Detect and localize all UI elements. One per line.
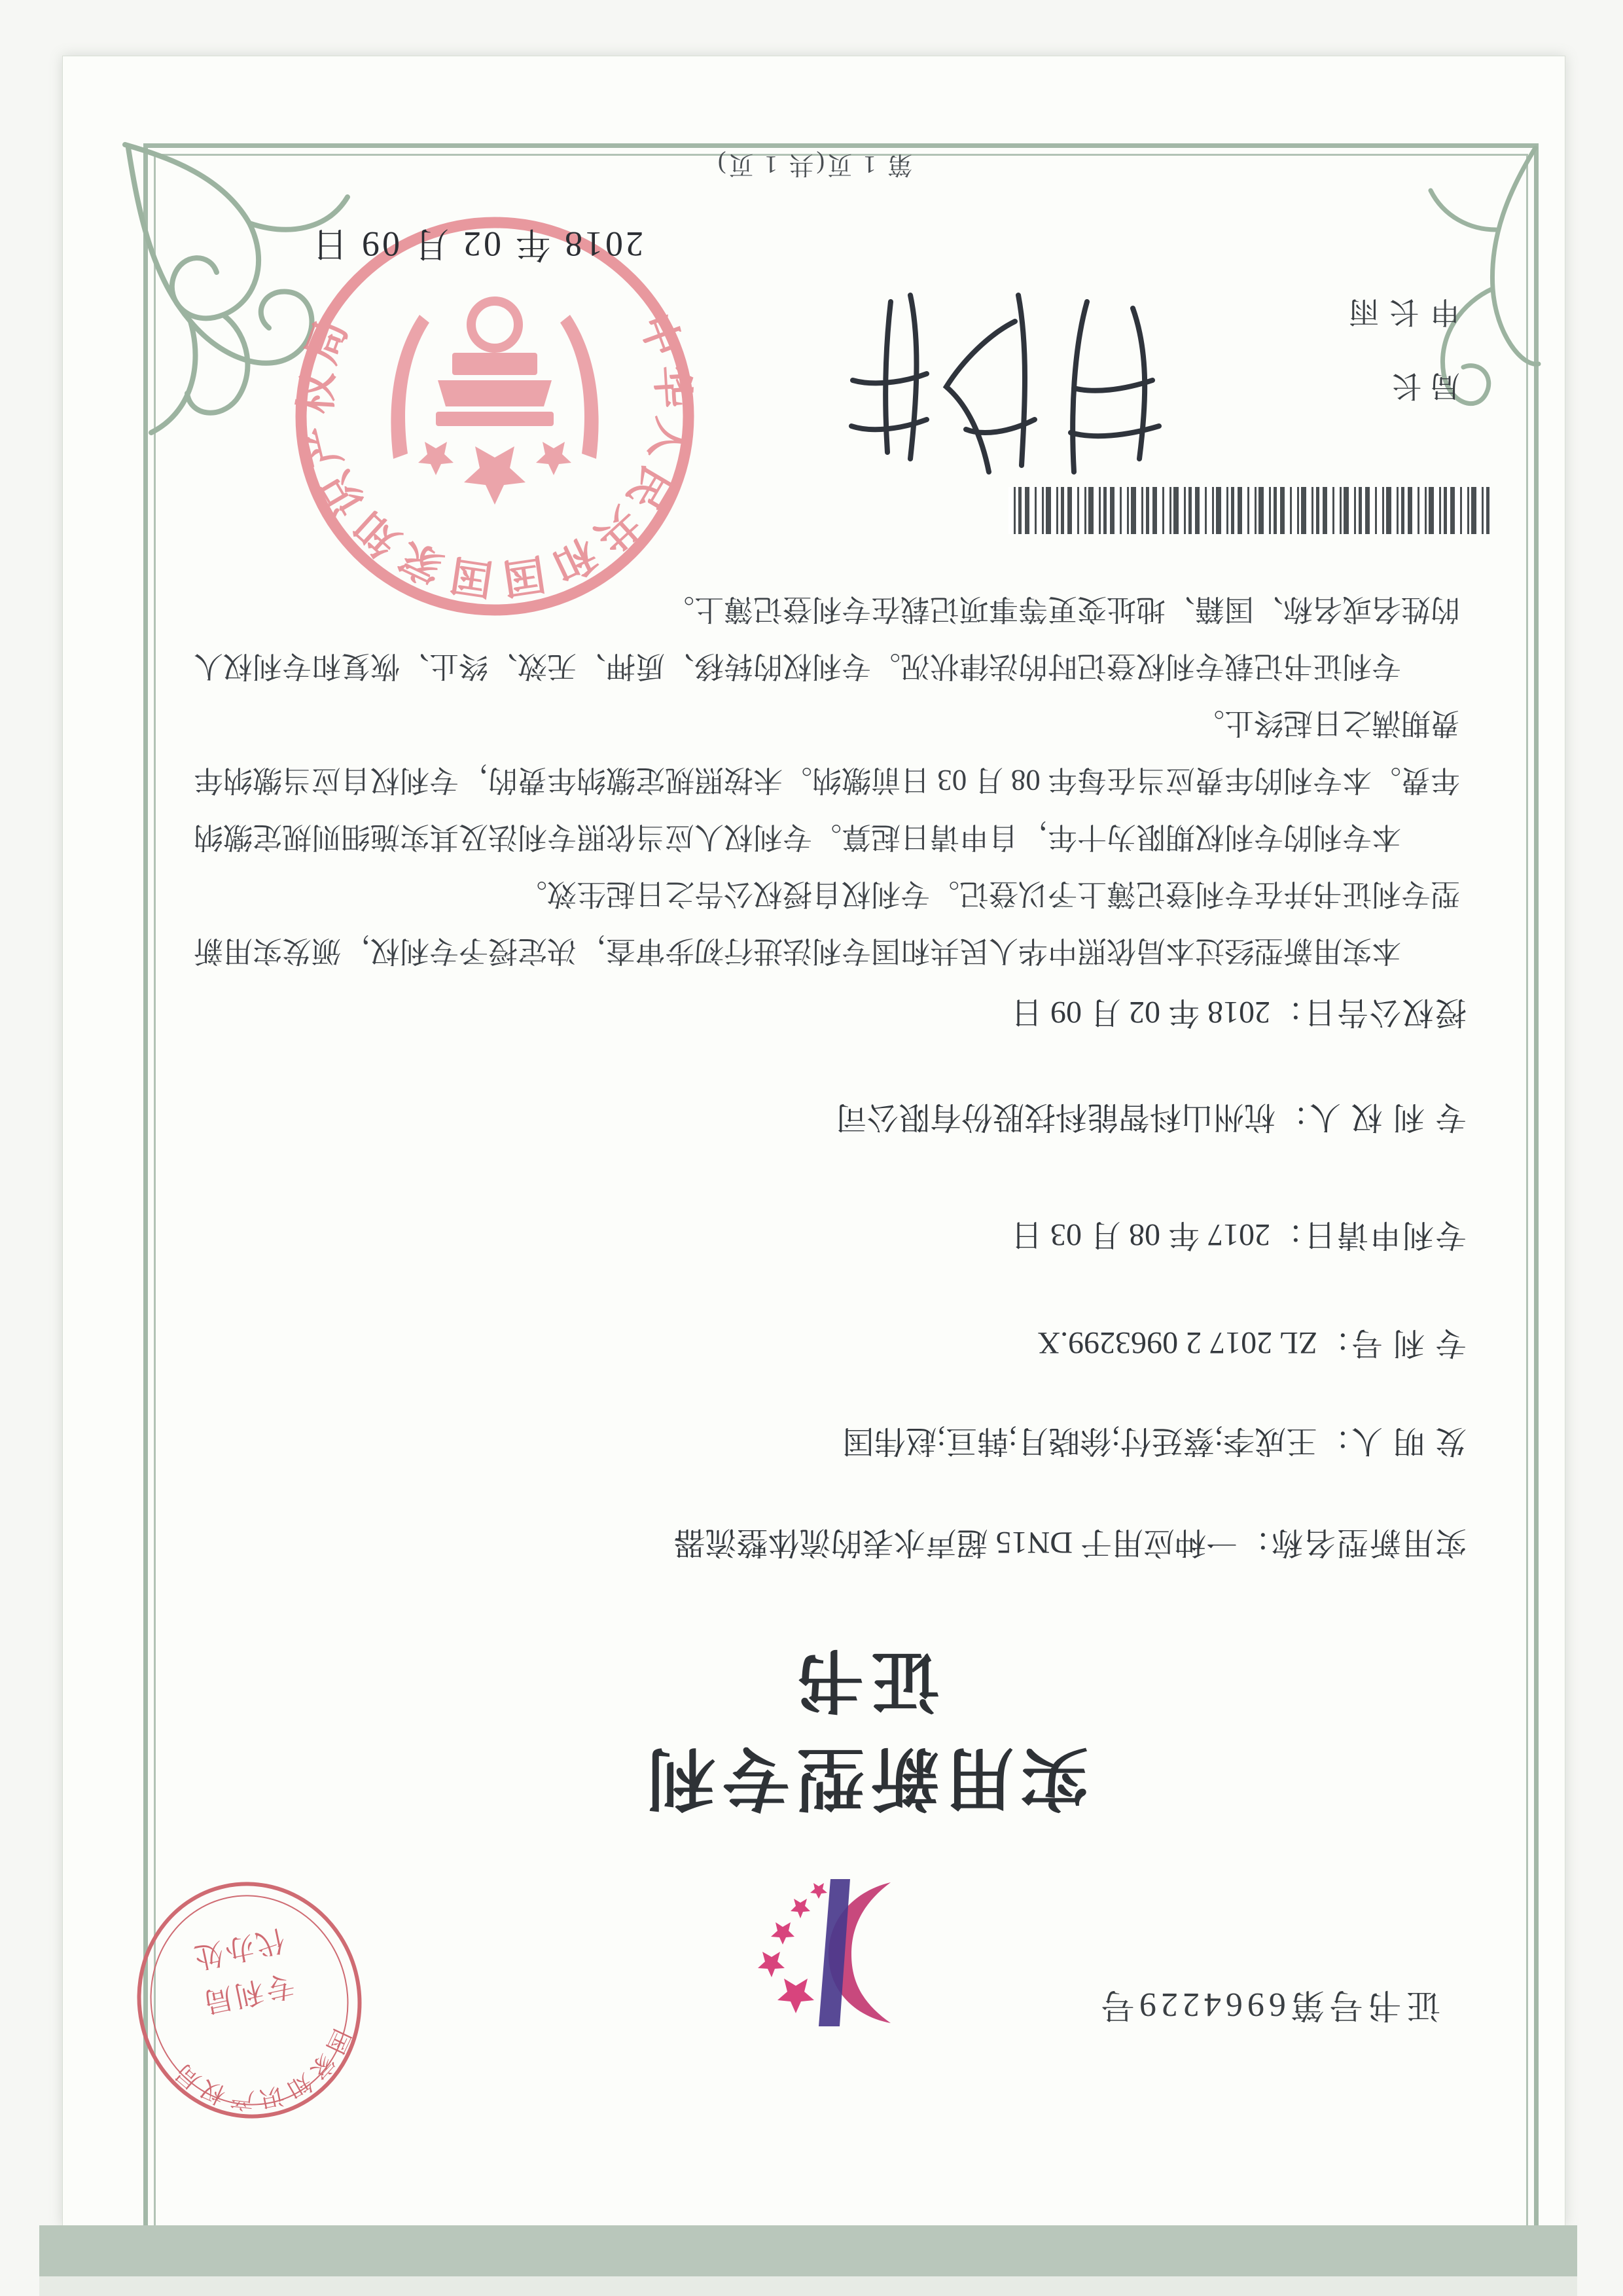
scan-edge-band-light — [39, 2276, 1577, 2296]
legal-paragraph: 本实用新型经过本局依照中华人民共和国专利法进行初步审查，决定授予专利权，颁发实用新型专利证书并在专利登记簿上予以登记。专利权自授权公告之日起生效。 — [193, 878, 1460, 967]
field-label: 发 明 人： — [1317, 1424, 1467, 1458]
legal-text-block — [194, 581, 1460, 979]
field-grant-publication-date — [125, 993, 1467, 1038]
round-seal-text: 中华人民共和国国家知识产权局 — [293, 308, 697, 603]
page-footer: 第 1 页(共 1 页) — [715, 151, 913, 178]
certificate-title: 实用新型专利证书 — [641, 1641, 1089, 1815]
director-title: 局长 — [1384, 369, 1460, 403]
field-value: ZL 2017 2 0963299.X — [1037, 1325, 1317, 1360]
certificate-rotated-content — [63, 56, 1565, 2226]
field-value: 2018 年 02 月 09 日 — [1010, 995, 1270, 1030]
field-utility-model-name — [125, 1523, 1467, 1568]
field-value: 王成李;蔡廷付;徐晓月;韩亘;赵伟国 — [842, 1424, 1317, 1458]
field-patent-number — [125, 1323, 1467, 1369]
director-name: 申长雨 — [1338, 295, 1460, 329]
field-value: 一种应用于 DN15 超声水表的流体整流器 — [673, 1525, 1238, 1560]
scan-edge-band — [39, 2225, 1577, 2276]
certificate-number: 证书号第6964229号 — [1096, 1986, 1440, 2023]
director-signature-icon — [832, 282, 1185, 498]
legal-paragraph: 专利证书记载专利权登记时的法律状况。专利权的转移、质押、无效、终止、恢复和专利权人的姓名或名称、国籍、地址变更等事项记载在专利登记簿上。 — [193, 593, 1460, 683]
field-label: 授权公告日： — [1270, 995, 1467, 1030]
branch-office-oval-seal — [108, 1854, 390, 2147]
oval-seal-arc-text: 国家知识产权局 — [167, 2025, 355, 2114]
national-emblem-icon — [391, 301, 598, 505]
field-label: 专利申请日： — [1270, 1217, 1467, 1252]
oval-seal-line1: 专利局 — [198, 1967, 298, 2019]
issue-date-stamp: 2018 年 02 月 09 日 — [310, 224, 643, 264]
field-value: 2017 年 08 月 03 日 — [1010, 1217, 1270, 1252]
field-patentee — [125, 1098, 1467, 1143]
field-value: 杭州山科智能科技股份有限公司 — [835, 1100, 1275, 1134]
field-application-date — [125, 1215, 1467, 1261]
field-inventors — [125, 1422, 1467, 1467]
field-label: 专 利 号： — [1317, 1325, 1467, 1360]
patent-office-logo-icon — [747, 1876, 917, 2030]
field-label: 实用新型名称： — [1237, 1525, 1467, 1560]
field-label: 专 利 权 人： — [1275, 1100, 1467, 1134]
oval-seal-line2: 代办处 — [188, 1923, 288, 1975]
certificate-sheet — [62, 56, 1565, 2227]
legal-paragraph: 本专利的专利权期限为十年，自申请日起算。专利权人应当依照专利法及其实施细则规定缴纳年费。本专利的年费应当在每年 08 月 03 日前缴纳。未按照规定缴纳年费的，专利权自应当缴纳年费期满之日起终止。 — [193, 707, 1460, 853]
